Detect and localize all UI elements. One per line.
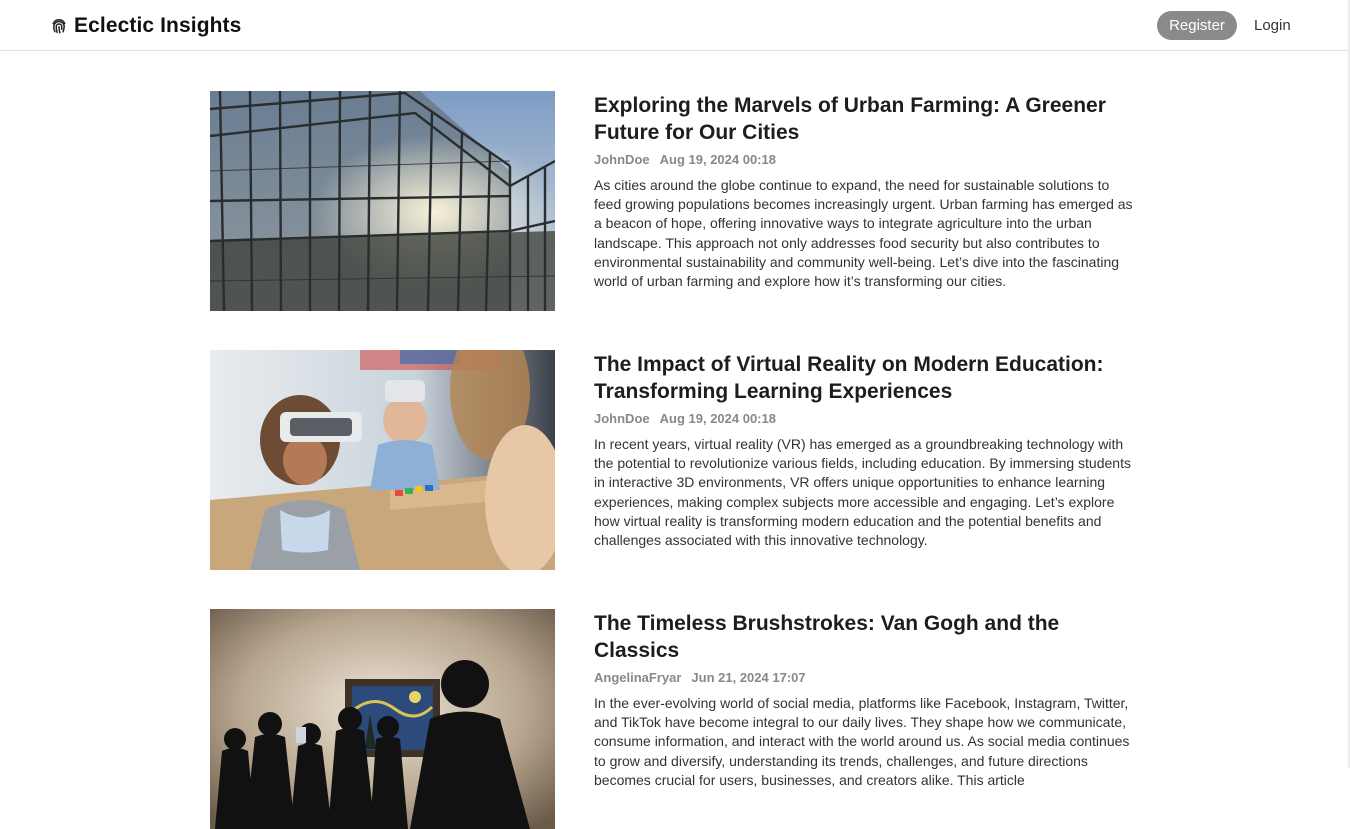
login-link[interactable]: Login [1254, 17, 1291, 34]
post-author: JohnDoe [594, 411, 650, 426]
top-navbar [0, 0, 1350, 51]
post-author: JohnDoe [594, 152, 650, 167]
post-date: Aug 19, 2024 00:18 [659, 411, 776, 426]
post-date: Jun 21, 2024 17:07 [691, 670, 806, 685]
post-image-gallery[interactable] [210, 609, 555, 829]
post-image-greenhouse[interactable] [210, 91, 555, 311]
post-card [210, 350, 1140, 570]
post-card [210, 609, 1140, 829]
post-date: Aug 19, 2024 00:18 [659, 152, 776, 167]
post-body [594, 609, 1140, 804]
brand-home-link[interactable] [50, 13, 241, 39]
post-body [594, 350, 1140, 564]
register-button[interactable]: Register [1157, 11, 1237, 40]
post-image-vr-classroom[interactable] [210, 350, 555, 570]
fingerprint-icon [50, 17, 68, 35]
post-excerpt: In recent years, virtual reality (VR) has emerged as a groundbreaking technology with the potential to revolutionize various fields, including education. By immersing students in interactive 3D environments, VR offers unique opportunities to enhance learning experiences, making complex subjects more accessible and engaging. Let’s explore how virtual reality is transforming modern education and the potential benefits and challenges associated with this innovative technology. [594, 436, 1131, 549]
post-body [594, 91, 1140, 305]
brand-name: Eclectic Insights [74, 14, 242, 37]
post-title[interactable]: The Impact of Virtual Reality on Modern Education: Transforming Learning Experiences [594, 353, 1104, 403]
post-excerpt: In the ever-evolving world of social media, platforms like Facebook, Instagram, Twitter, and TikTok have become integral to our daily lives. They shape how we communicate, consume information, and interact with the world around us. As social media continues to grow and diversify, understanding its trends, challenges, and future directions becomes crucial for users, businesses, and creators alike. This article [594, 695, 1130, 788]
post-meta [594, 411, 1140, 426]
post-card [210, 91, 1140, 311]
post-excerpt: As cities around the globe continue to expand, the need for sustainable solutions to feed growing populations becomes increasingly urgent. Urban farming has emerged as a beacon of hope, offering innovative ways to integrate agriculture into the urban landscape. This approach not only addresses food security but also contributes to environmental sustainability and community well-being. Let’s dive into the fascinating world of urban farming and explore how it’s transforming our cities. [594, 177, 1133, 290]
post-meta [594, 152, 1140, 167]
post-meta [594, 670, 1140, 685]
post-title[interactable]: Exploring the Marvels of Urban Farming: A Greener Future for Our Cities [594, 94, 1106, 144]
post-title[interactable]: The Timeless Brushstrokes: Van Gogh and the Classics [594, 612, 1060, 662]
post-author: AngelinaFryar [594, 670, 682, 685]
